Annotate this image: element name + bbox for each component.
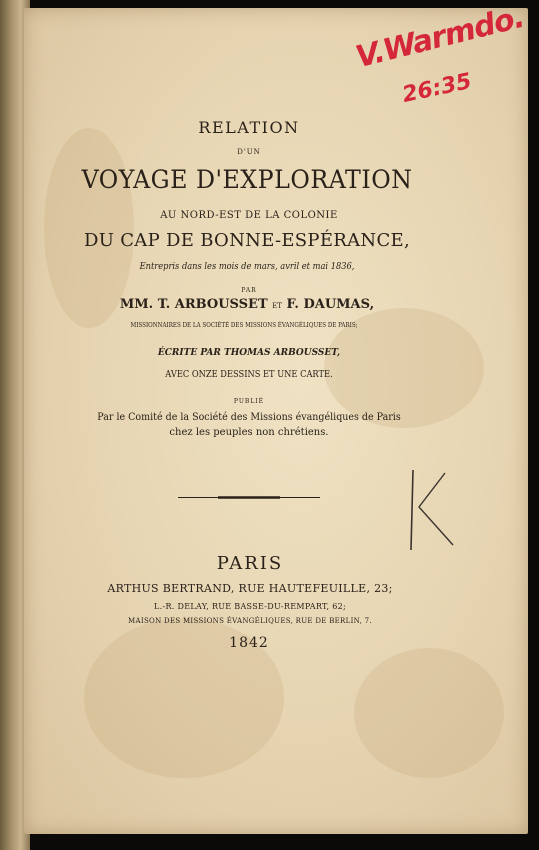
city-paris: PARIS bbox=[216, 553, 284, 574]
par-label: PAR bbox=[241, 287, 257, 294]
main-title: VOYAGE D'EXPLORATION bbox=[81, 165, 413, 194]
author-arbousset: MM. T. ARBOUSSET bbox=[119, 297, 268, 312]
missionnaires-line: MISSIONNAIRES DE LA SOCIÉTÉ DES MISSIONS ÉVANGÉLIQUES DE PARIS; bbox=[130, 322, 358, 329]
dun-label: D'UN bbox=[237, 148, 261, 156]
comite-line-1: Par le Comité de la Société des Missions évangéliques de Paris bbox=[97, 412, 401, 423]
ecrite-line: ÉCRITE PAR THOMAS ARBOUSSET, bbox=[157, 348, 341, 358]
authors-et: ET bbox=[272, 302, 282, 310]
dessins-line: AVEC ONZE DESSINS ET UNE CARTE. bbox=[165, 370, 333, 380]
pencil-k-mark bbox=[405, 465, 460, 555]
publie-label: PUBLIÉ bbox=[233, 398, 265, 405]
publisher-line-2: L.-R. DELAY, RUE BASSE-DU-REMPART, 62; bbox=[154, 602, 346, 611]
handwritten-note-line-2: 26:35 bbox=[400, 68, 474, 109]
handwritten-note-line-1: V.Warmdo. bbox=[352, 0, 528, 76]
paper-stain bbox=[354, 648, 504, 778]
publisher-line-1: ARTHUS BERTRAND, RUE HAUTEFEUILLE, 23; bbox=[107, 582, 393, 595]
publication-year: 1842 bbox=[229, 635, 269, 651]
comite-line-2: chez les peuples non chrétiens. bbox=[169, 427, 329, 438]
authors-line bbox=[120, 297, 374, 312]
ornamental-rule bbox=[178, 496, 320, 499]
entrepris-line: Entrepris dans les mois de mars, avril et mai 1836, bbox=[139, 262, 355, 272]
cap-line: DU CAP DE BONNE-ESPÉRANCE, bbox=[83, 230, 411, 251]
author-daumas: F. DAUMAS, bbox=[286, 297, 375, 312]
publisher-line-3: MAISON DES MISSIONS ÉVANGÉLIQUES, RUE DE BERLIN, 7. bbox=[128, 617, 372, 625]
relation-heading: RELATION bbox=[198, 118, 300, 137]
nord-est-line: AU NORD-EST DE LA COLONIE bbox=[160, 210, 338, 221]
